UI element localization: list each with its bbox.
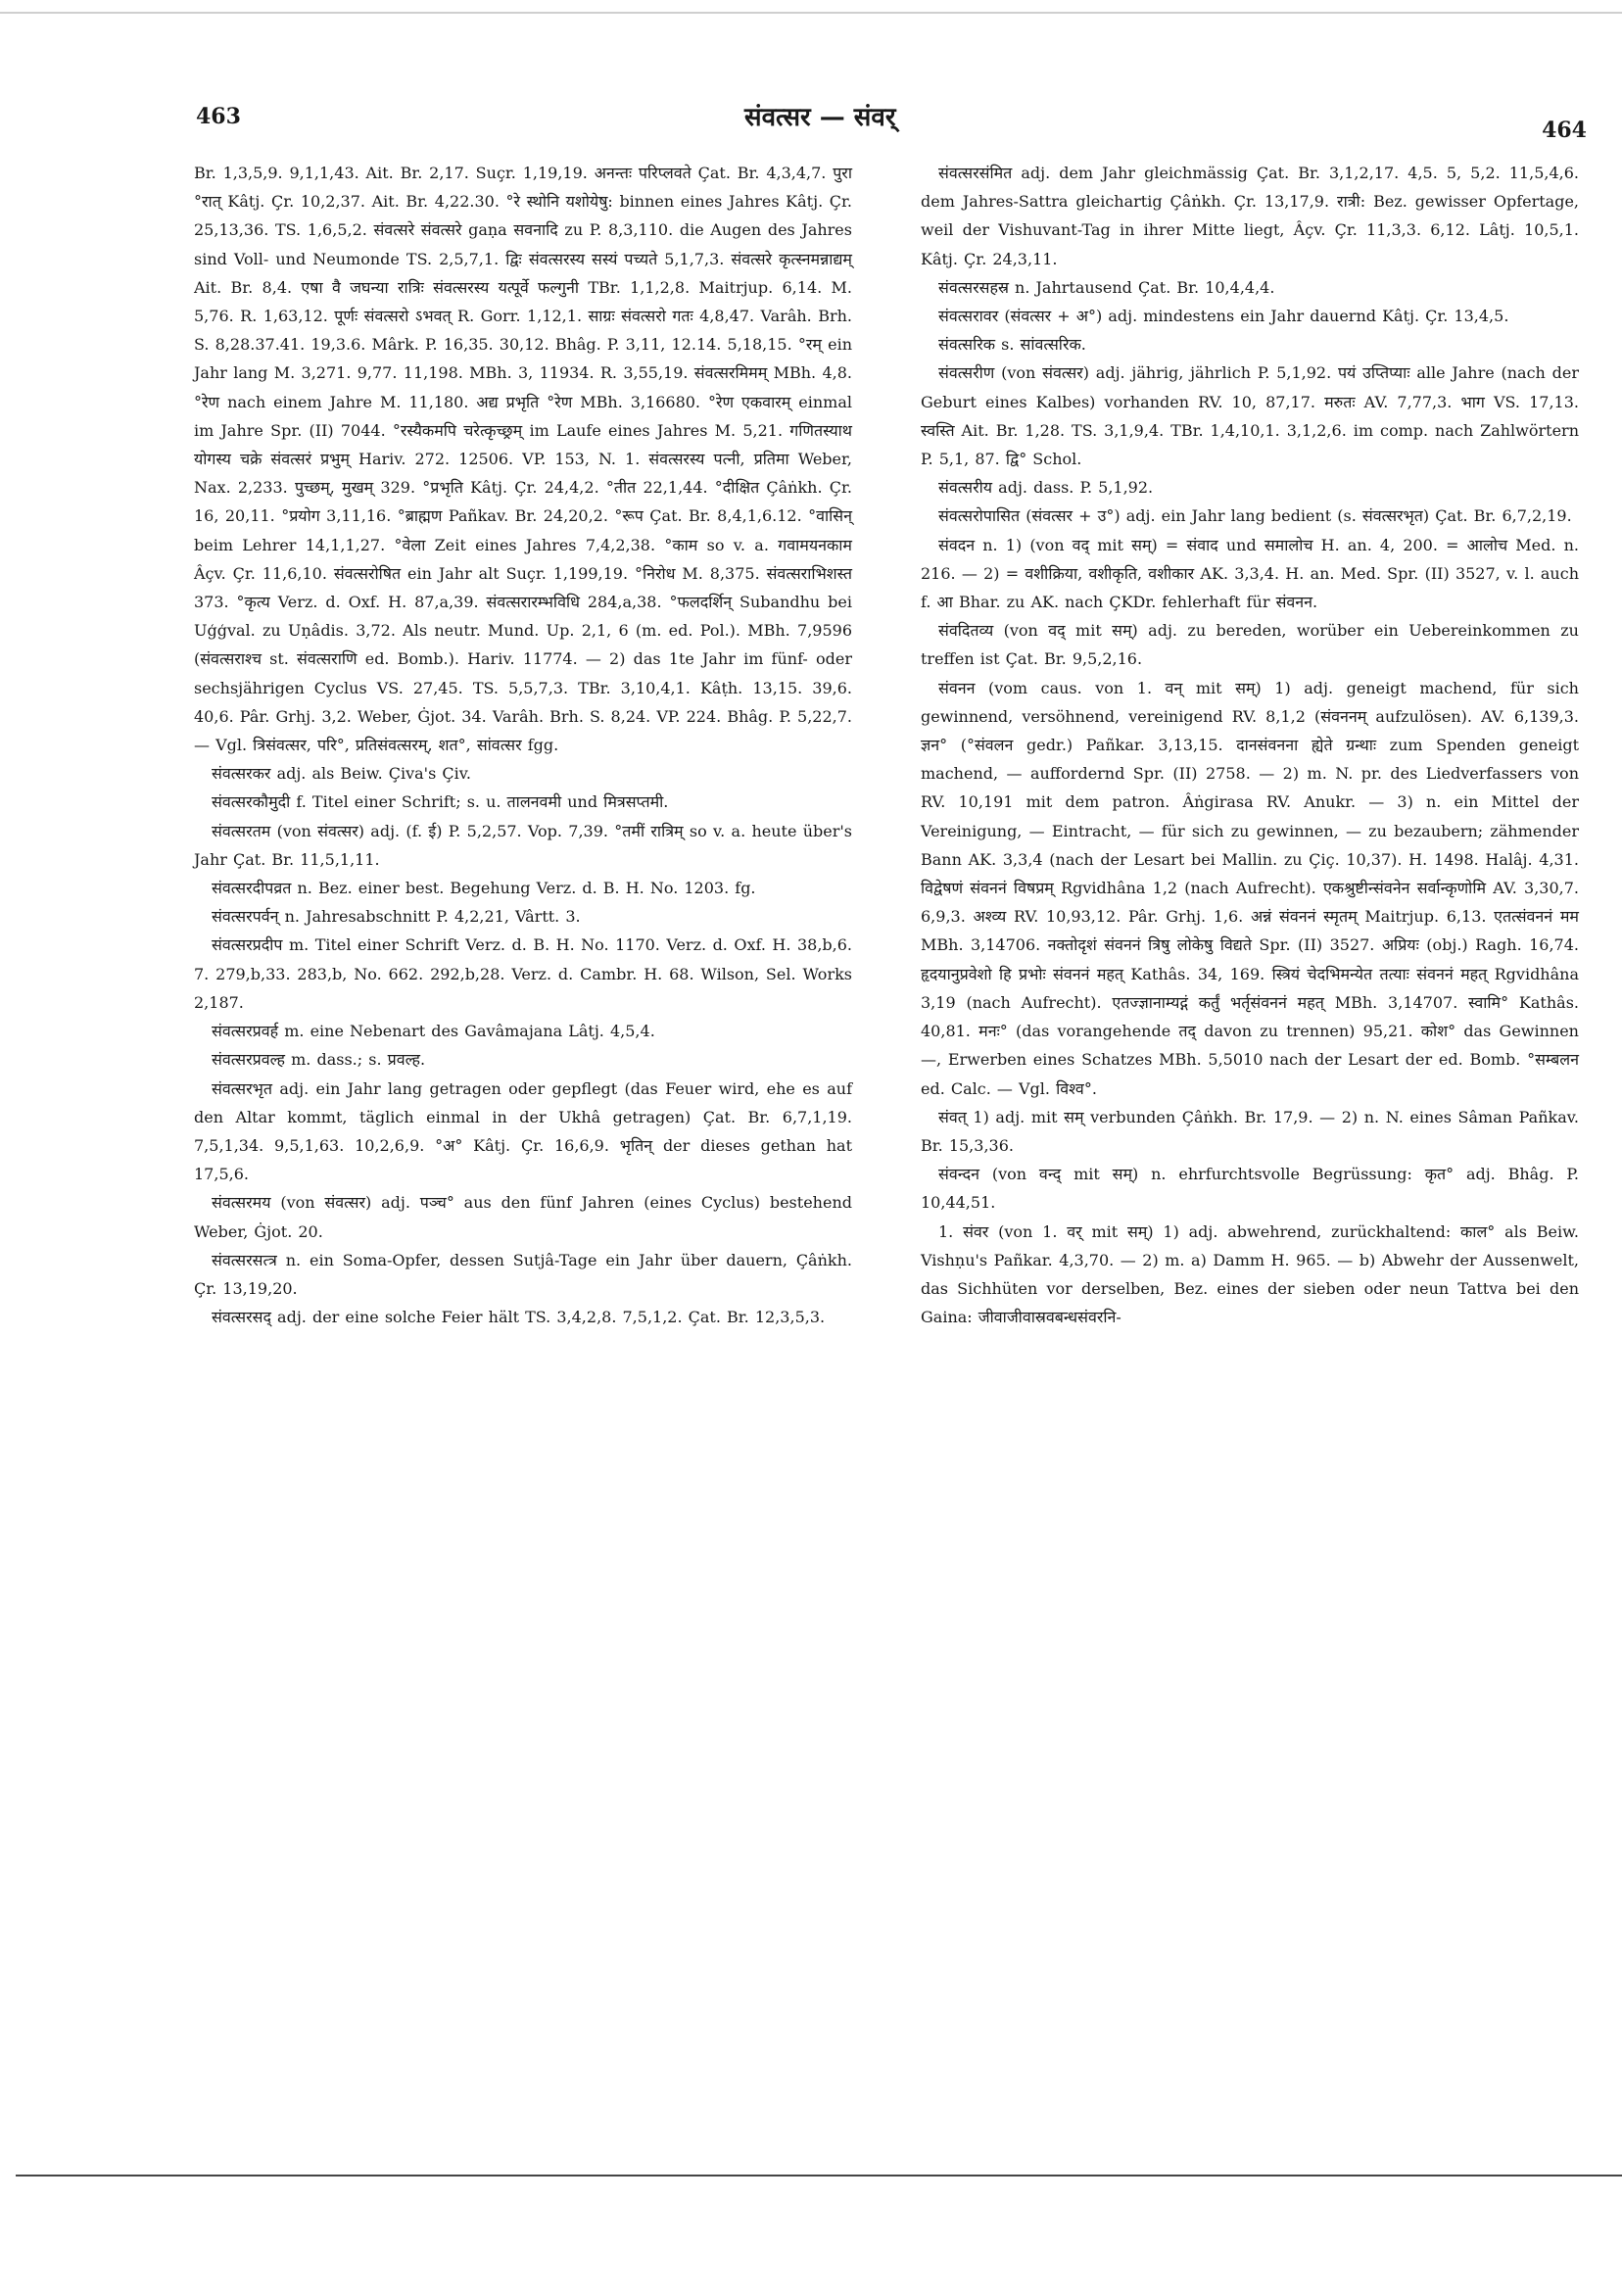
dictionary-entry: संवदितव्य (von वद् mit सम्) adj. zu bereden, worüber ein Uebereinkommen zu treffen ist Çat. Br. 9,5,2,16. [921,621,1579,669]
left-column [194,159,852,1331]
dictionary-entry: संवत्सरकर adj. als Beiw. Çiva's Çiv. [212,764,471,784]
dictionary-entry: संवत्सरप्रदीप m. Titel einer Schrift Verz. d. B. H. No. 1170. Verz. d. Oxf. H. 38,b,6. 7. 279,b,33. 283,b, No. 662. 292,b,28. Verz. d. Cambr. H. 68. Wilson, Sel. Works 2,187. [194,935,852,1012]
dictionary-entry: संवत्सरभृत adj. ein Jahr lang getragen oder gepflegt (das Feuer wird, ehe es auf den Altar kommt, täglich einmal in der Ukhâ getragen) Çat. Br. 6,7,1,19. 7,5,1,34. 9,5,1,63. 10,2,6,9. °अ° Kâtj. Çr. 16,6,9. भृतिन् der dieses gethan hat 17,5,6. [194,1078,852,1184]
page-top-rule [0,12,1622,14]
dictionary-entry: संवत्सरीण (von संवत्सर) adj. jährig, jährlich P. 5,1,92. पयं उप्तिप्याः alle Jahre (nach der Geburt eines Kalbes) vorhanden RV. 10, 87,17. मरुतः AV. 7,77,3. भाग VS. 17,13. स्वस्ति Ait. Br. 1,28. TS. 3,1,9,4. TBr. 1,4,10,1. 3,1,2,6. im comp. nach Zahlwörtern P. 5,1, 87. द्वि° Schol. [921,363,1579,469]
page-number-right: 464 [1542,118,1587,143]
dictionary-entry: संवत्सरोपासित (संवत्सर + उ°) adj. ein Jahr lang bedient (s. संवत्सरभृत) Çat. Br. 6,7,2,19. [938,506,1572,526]
dictionary-entry: संवत्सरीय adj. dass. P. 5,1,92. [938,478,1154,498]
dictionary-entry: संवत्सरमय (von संवत्सर) adj. पञ्च° aus den fünf Jahren (eines Cyclus) bestehend Weber, Ġjot. 20. [194,1193,852,1241]
dictionary-entry: संवत्सरावर (संवत्सर + अ°) adj. mindestens ein Jahr dauernd Kâtj. Çr. 13,4,5. [938,307,1509,326]
dictionary-entry: संवत्सरसद् adj. der eine solche Feier hält TS. 3,4,2,8. 7,5,1,2. Çat. Br. 12,3,5,3. [212,1308,826,1327]
page-number-left: 463 [196,104,241,129]
dictionary-entry: संवन्दन (von वन्द् mit सम्) n. ehrfurchtsvolle Begrüssung: कृत° adj. Bhâg. P. 10,44,51. [921,1165,1579,1213]
dictionary-entry: संवत्सरिक s. सांवत्सरिक. [938,335,1086,355]
dictionary-entry: Br. 1,3,5,9. 9,1,1,43. Ait. Br. 2,17. Suçr. 1,19,19. अनन्तः परिप्लवते Çat. Br. 4,3,4,7. पुरा °रात् Kâtj. Çr. 10,2,37. Ait. Br. 4,22.30. °रे स्थोनि यशोयेषु: binnen eines Jahres Kâtj. Çr. 25,13,36. TS. 1,6,5,2. संवत्सरे संवत्सरे gaṇa सवनादि zu P. 8,3,110. die Augen des Jahres sind Voll- und Neumonde TS. 2,5,7,1. द्विः संवत्सरस्य सस्यं पच्यते 5,1,7,3. संवत्सरे कृत्स्नमन्नाद्यम् Ait. Br. 8,4. एषा वै जघन्या रात्रिः संवत्सरस्य यत्पूर्वे फल्गुनी TBr. 1,1,2,8. Maitrjup. 6,14. M. 5,76. R. 1,63,12. पूर्णः संवत्सरो ऽभवत् R. Gorr. 1,12,1. साग्रः संवत्सरो गतः 4,8,47. Varâh. Brh. S. 8,28.37.41. 19,3.6. Mârk. P. 16,35. 30,12. Bhâg. P. 3,11, 12.14. 5,18,15. °रम् ein Jahr lang M. 3,271. 9,77. 11,198. MBh. 3, 11934. R. 3,55,19. संवत्सरमिमम् MBh. 4,8. °रेण nach einem Jahre M. 11,180. अद्य प्रभृति °रेण MBh. 3,16680. °रेण एकवारम् einmal im Jahre Spr. (II) 7044. °रस्यैकमपि चरेत्कृच्छ्रम् im Laufe eines Jahres M. 5,21. गणितस्याथ योगस्य चक्रे संवत्सरं प्रभुम् Hariv. 272. 12506. VP. 153, N. 1. संवत्सरस्य पत्नी, प्रतिमा Weber, Nax. 2,233. पुच्छम्, मुखम् 329. °प्रभृति Kâtj. Çr. 24,4,2. °तीत 22,1,44. °दीक्षित Çâṅkh. Çr. 16, 20,11. °प्रयोग 3,11,16. °ब्राह्मण Pañkav. Br. 24,20,2. °रूप Çat. Br. 8,4,1,6.12. °वासिन् beim Lehrer 14,1,1,27. °वेला Zeit eines Jahres 7,4,2,38. °काम so v. a. गवामयनकाम Âçv. Çr. 11,6,10. संवत्सरोषित ein Jahr alt Suçr. 1,199,19. °निरोध M. 8,375. संवत्सराभिशस्त 373. °कृत्य Verz. d. Oxf. H. 87,a,39. संवत्सरारम्भविधि 284,a,38. °फलदर्शिन् Subandhu bei Uģģval. zu Uṇâdis. 3,72. Als neutr. Mund. Up. 2,1, 6 (m. ed. Pol.). MBh. 7,9596 (संवत्सराश्च st. संवत्सराणि ed. Bomb.). Hariv. 11774. — 2) das 1te Jahr im fünf- oder sechsjährigen Cyclus VS. 27,45. TS. 5,5,7,3. TBr. 3,10,4,1. Kâṭh. 13,15. 39,6. 40,6. Pâr. Grhj. 3,2. Weber, Ġjot. 34. Varâh. Brh. S. 8,24. VP. 224. Bhâg. P. 5,22,7. — Vgl. त्रिसंवत्सर, परि°, प्रतिसंवत्सरम्, शत°, सांवत्सर fgg. [194,164,852,755]
dictionary-entry: संवत्सरप्रवर्ह m. eine Nebenart des Gavâmajana Lâtj. 4,5,4. [212,1022,655,1041]
dictionary-entry: संवत्सरकौमुदी f. Titel einer Schrift; s. u. तालनवमी und मित्रसप्तमी. [212,792,669,812]
dictionary-entry: संवत्सरसहस्र n. Jahrtausend Çat. Br. 10,4,4,4. [938,277,1275,297]
dictionary-entry: संवत् 1) adj. mit सम् verbunden Çâṅkh. Br. 17,9. — 2) n. N. eines Sâman Pañkav. Br. 15,3,36. [921,1107,1579,1155]
dictionary-entry: संवत्सरदीपव्रत n. Bez. einer best. Begehung Verz. d. B. H. No. 1203. fg. [212,879,756,898]
right-column [921,159,1579,1331]
dictionary-entry: संवनन (vom caus. von 1. वन् mit सम्) 1) adj. geneigt machend, für sich gewinnend, versöhnend, vereinigend RV. 8,1,2 (संवननम् aufzulösen). AV. 6,139,3. ज्ञन° (°संवलन gedr.) Pañkar. 3,13,15. दानसंवनना ह्येते ग्रन्थाः zum Spenden geneigt machend, — auffordernd Spr. (II) 2758. — 2) m. N. pr. des Liedverfassers von RV. 10,191 mit dem patron. Âṅgirasa RV. Anukr. — 3) n. ein Mittel der Vereinigung, — Eintracht, — für sich zu gewinnen, — zu bezaubern; zähmender Bann AK. 3,3,4 (nach der Lesart bei Mallin. zu Çiç. 10,37). H. 1498. Halâj. 4,31. विद्वेषणं संवननं विषप्रम् Rgvidhâna 1,2 (nach Aufrecht). एकश्रुष्टीन्संवनेन सर्वान्कृणोमि AV. 3,30,7. 6,9,3. अश्व्य RV. 10,93,12. Pâr. Grhj. 1,6. अन्नं संवननं स्मृतम् Maitrjup. 6,13. एतत्संवननं मम MBh. 3,14706. नक्तोदृशं संवननं त्रिषु लोकेषु विद्यते Spr. (II) 3527. अप्रियः (obj.) Ragh. 16,74. हृदयानुप्रवेशो हि प्रभोः संवननं महत् Kathâs. 34, 169. स्त्रियं चेदभिमन्येत तत्याः संवननं महत् Rgvidhâna 3,19 (nach Aufrecht). एतज्ज्ञानाम्यद्गं कर्तुं भर्तृसंवननं महत् MBh. 3,14707. स्वामि° Kathâs. 40,81. मनः° (das vorangehende तद् davon zu trennen) 95,21. कोश° das Gewinnen —, Erwerben eines Schatzes MBh. 5,5010 nach der Lesart der ed. Bomb. °सम्बलन ed. Calc. — Vgl. विश्व°. [921,678,1579,1098]
dictionary-entry: संवदन n. 1) (von वद् mit सम्) = संवाद und समालोच H. an. 4, 200. = आलोच Med. n. 216. — 2) = वशीक्रिया, वशीकृति, वशीकार AK. 3,3,4. H. an. Med. Spr. (II) 3527, v. l. auch f. आ Bhar. zu AK. nach ÇKDr. fehlerhaft für संवनन. [921,535,1579,612]
dictionary-entry: संवत्सरपर्वन् n. Jahresabschnitt P. 4,2,21, Vârtt. 3. [212,907,581,927]
page-header [196,98,1587,143]
dictionary-entry: 1. संवर (von 1. वर् mit सम्) 1) adj. abwehrend, zurückhaltend: काल° als Beiw. Vishṇu's Pañkar. 4,3,70. — 2) m. a) Damm H. 965. — b) Abwehr der Aussenwelt, das Sichhüten vor derselben, Bez. eines der sieben oder neun Tattva bei den Gaina: जीवाजीवास्रवबन्धसंवरनि- [921,1221,1579,1327]
page-bottom-rule [16,2175,1622,2176]
running-title: संवत्सर — संवर् [744,103,896,132]
dictionary-entry: संवत्सरसत्त्र n. ein Soma-Opfer, dessen Sutjâ-Tage ein Jahr über dauern, Çâṅkh. Çr. 13,19,20. [194,1250,852,1298]
dictionary-entry: संवत्सरप्रवल्ह m. dass.; s. प्रवल्ह. [212,1050,426,1070]
dictionary-entry: संवत्सरसंमित adj. dem Jahr gleichmässig Çat. Br. 3,1,2,17. 4,5. 5, 5,2. 11,5,4,6. dem Jahres-Sattra gleichartig Çâṅkh. Çr. 13,17,9. रात्री: Bez. gewisser Opfertage, weil der Vishuvant-Tag in ihrer Mitte liegt, Âçv. Çr. 11,3,3. 6,12. Lâtj. 10,5,1. Kâtj. Çr. 24,3,11. [921,164,1579,268]
dictionary-entry: संवत्सरतम (von संवत्सर) adj. (f. ई) P. 5,2,57. Vop. 7,39. °तमीं रात्रिम् so v. a. heute über's Jahr Çat. Br. 11,5,1,11. [194,821,852,869]
